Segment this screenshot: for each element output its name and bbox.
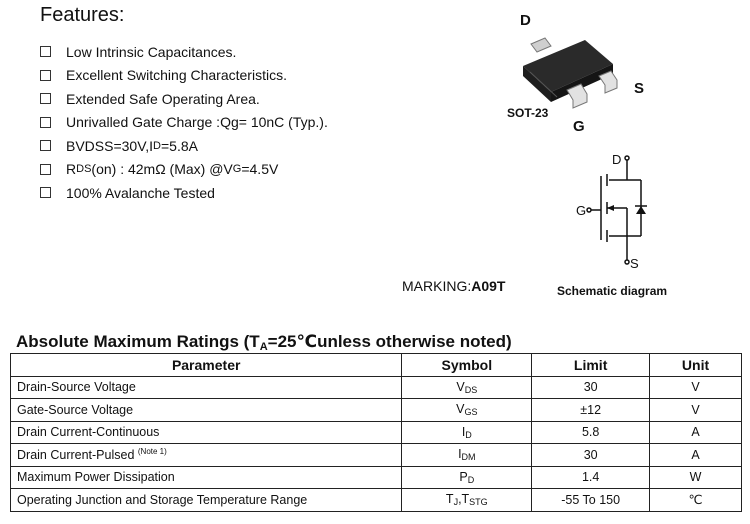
features-list xyxy=(40,40,328,205)
unit-cell: V xyxy=(650,376,742,399)
feature-item: Extended Safe Operating Area. xyxy=(40,87,328,111)
symbol-cell: TJ,TSTG xyxy=(402,489,532,512)
schematic-g-label: G xyxy=(576,203,587,218)
limit-cell: 1.4 xyxy=(532,466,650,489)
symbol-cell: IDM xyxy=(402,444,532,467)
schematic-s-label: S xyxy=(630,256,639,271)
feature-item: BVDSS=30V,I D =5.8A xyxy=(40,134,328,158)
param-cell: Drain-Source Voltage xyxy=(11,376,402,399)
param-cell: Gate-Source Voltage xyxy=(11,399,402,422)
header-parameter: Parameter xyxy=(11,354,402,377)
feature-item: Unrivalled Gate Charge :Qg= 10nC (Typ.). xyxy=(40,111,328,135)
table-header-row xyxy=(11,354,742,377)
table-row xyxy=(11,399,742,422)
param-cell: Maximum Power Dissipation xyxy=(11,466,402,489)
unit-cell: W xyxy=(650,466,742,489)
header-limit: Limit xyxy=(532,354,650,377)
param-cell: Drain Current-Continuous xyxy=(11,421,402,444)
unit-cell: V xyxy=(650,399,742,422)
feature-item: Low Intrinsic Capacitances. xyxy=(40,40,328,64)
ratings-table xyxy=(10,353,742,512)
checkbox-icon xyxy=(40,70,51,81)
package-name: SOT-23 xyxy=(507,106,549,120)
pin-g-label: G xyxy=(573,118,585,135)
unit-cell: A xyxy=(650,444,742,467)
table-row xyxy=(11,466,742,489)
checkbox-icon xyxy=(40,164,51,175)
header-symbol: Symbol xyxy=(402,354,532,377)
unit-cell: ℃ xyxy=(650,489,742,512)
pin-s-label: S xyxy=(634,80,645,97)
checkbox-icon xyxy=(40,46,51,57)
checkbox-icon xyxy=(40,140,51,151)
feature-item: Excellent Switching Characteristics. xyxy=(40,64,328,88)
table-row xyxy=(11,421,742,444)
param-cell: Operating Junction and Storage Temperature Range xyxy=(11,489,402,512)
symbol-cell: VDS xyxy=(402,376,532,399)
table-row xyxy=(11,444,742,467)
note-ref: (Note 1) xyxy=(137,447,167,457)
symbol-cell: ID xyxy=(402,421,532,444)
symbol-cell: PD xyxy=(402,466,532,489)
header-unit: Unit xyxy=(650,354,742,377)
limit-cell: 30 xyxy=(532,376,650,399)
pin-d-label: D xyxy=(520,12,531,29)
schematic-caption: Schematic diagram xyxy=(557,284,668,298)
schematic-d-label: D xyxy=(612,152,622,167)
mosfet-schematic xyxy=(585,150,655,270)
symbol-cell: VGS xyxy=(402,399,532,422)
checkbox-icon xyxy=(40,117,51,128)
table-row xyxy=(11,376,742,399)
feature-item: R DS (on) : 42mΩ (Max) @V G =4.5V xyxy=(40,158,328,182)
feature-item: 100% Avalanche Tested xyxy=(40,181,328,205)
marking-code: A09T xyxy=(471,278,506,294)
limit-cell: 30 xyxy=(532,444,650,467)
checkbox-icon xyxy=(40,93,51,104)
limit-cell: 5.8 xyxy=(532,421,650,444)
marking-text: MARKING:A09T xyxy=(402,278,506,294)
ratings-title: Absolute Maximum Ratings (TA=25℃unless otherwise noted) xyxy=(16,332,512,353)
limit-cell: ±12 xyxy=(532,399,650,422)
param-cell: Drain Current-Pulsed $^{(Note 1)}$ xyxy=(11,444,402,467)
sot23-package-image xyxy=(505,28,625,118)
limit-cell: -55 To 150 xyxy=(532,489,650,512)
unit-cell: A xyxy=(650,421,742,444)
table-row xyxy=(11,489,742,512)
features-title: Features: xyxy=(40,4,125,26)
checkbox-icon xyxy=(40,187,51,198)
